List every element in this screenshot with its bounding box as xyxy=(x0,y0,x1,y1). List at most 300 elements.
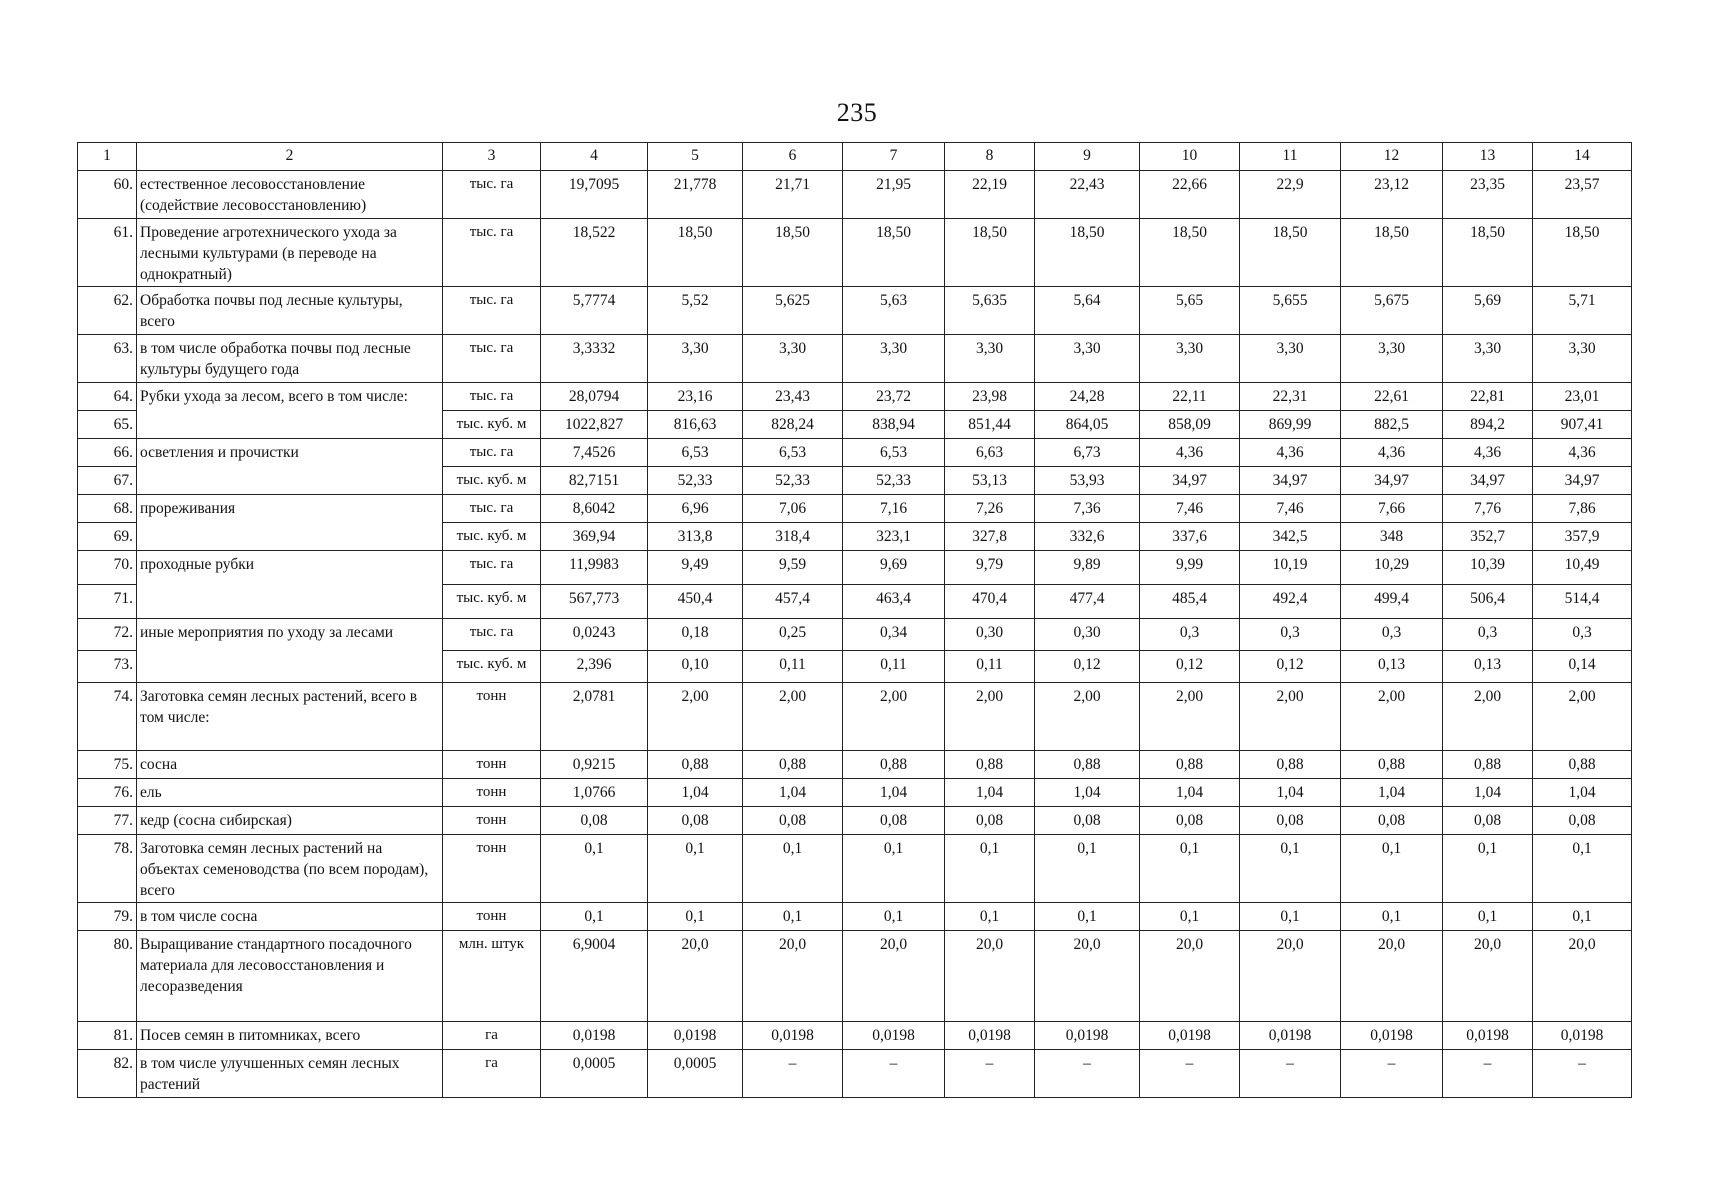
value-cell: 20,0 xyxy=(743,931,843,1022)
row-unit: тыс. куб. м xyxy=(443,523,541,551)
row-name: Заготовка семян лесных растений на объектах семеноводства (по всем породам), всего xyxy=(137,835,443,903)
row-number: 62. xyxy=(78,287,137,335)
value-cell: 0,1 xyxy=(945,903,1035,931)
column-header: 5 xyxy=(648,143,743,171)
value-cell: 20,0 xyxy=(648,931,743,1022)
row-unit: тыс. куб. м xyxy=(443,585,541,619)
row-number: 65. xyxy=(78,411,137,439)
value-cell: 5,655 xyxy=(1240,287,1341,335)
value-cell: 3,30 xyxy=(1140,335,1240,383)
table-row xyxy=(78,903,1632,931)
value-cell: 0,88 xyxy=(945,751,1035,779)
value-cell: 23,98 xyxy=(945,383,1035,411)
value-cell: 1,04 xyxy=(945,779,1035,807)
value-cell: 3,30 xyxy=(1443,335,1533,383)
value-cell: 463,4 xyxy=(843,585,945,619)
row-number: 70. xyxy=(78,551,137,585)
table-row xyxy=(78,751,1632,779)
value-cell: 21,71 xyxy=(743,171,843,219)
value-cell: 0,0198 xyxy=(843,1022,945,1050)
value-cell: 34,97 xyxy=(1443,467,1533,495)
value-cell: 0,11 xyxy=(945,651,1035,683)
value-cell: 882,5 xyxy=(1341,411,1443,439)
value-cell: 18,50 xyxy=(743,219,843,287)
value-cell: 52,33 xyxy=(843,467,945,495)
value-cell: 18,50 xyxy=(1240,219,1341,287)
value-cell: 0,1 xyxy=(1533,903,1632,931)
value-cell: 0,1 xyxy=(1035,903,1140,931)
value-cell: 34,97 xyxy=(1240,467,1341,495)
value-cell: 7,86 xyxy=(1533,495,1632,523)
value-cell: 313,8 xyxy=(648,523,743,551)
value-cell: 8,6042 xyxy=(541,495,648,523)
value-cell: 18,522 xyxy=(541,219,648,287)
value-cell: 0,0243 xyxy=(541,619,648,651)
value-cell: 7,76 xyxy=(1443,495,1533,523)
value-cell: 7,46 xyxy=(1240,495,1341,523)
value-cell: 0,08 xyxy=(843,807,945,835)
value-cell: 514,4 xyxy=(1533,585,1632,619)
value-cell: 858,09 xyxy=(1140,411,1240,439)
row-name: иные мероприятия по уходу за лесами xyxy=(137,619,443,683)
value-cell: 20,0 xyxy=(1443,931,1533,1022)
row-unit: тыс. га xyxy=(443,383,541,411)
value-cell: 34,97 xyxy=(1341,467,1443,495)
value-cell: 23,01 xyxy=(1533,383,1632,411)
value-cell: 477,4 xyxy=(1035,585,1140,619)
value-cell: 7,4526 xyxy=(541,439,648,467)
value-cell: 5,71 xyxy=(1533,287,1632,335)
value-cell: 22,66 xyxy=(1140,171,1240,219)
row-number: 82. xyxy=(78,1050,137,1098)
value-cell: 0,0198 xyxy=(648,1022,743,1050)
value-cell: 9,99 xyxy=(1140,551,1240,585)
value-cell: 0,08 xyxy=(541,807,648,835)
row-number: 63. xyxy=(78,335,137,383)
value-cell: 22,31 xyxy=(1240,383,1341,411)
row-number: 78. xyxy=(78,835,137,903)
row-name: Обработка почвы под лесные культуры, всего xyxy=(137,287,443,335)
value-cell: 34,97 xyxy=(1533,467,1632,495)
value-cell: 0,30 xyxy=(945,619,1035,651)
row-unit: тыс. га xyxy=(443,287,541,335)
value-cell: 5,65 xyxy=(1140,287,1240,335)
value-cell: 6,96 xyxy=(648,495,743,523)
value-cell: 9,49 xyxy=(648,551,743,585)
row-name: осветления и прочистки xyxy=(137,439,443,495)
value-cell: 10,49 xyxy=(1533,551,1632,585)
page-number: 235 xyxy=(836,98,878,127)
value-cell: 0,88 xyxy=(1035,751,1140,779)
row-unit: тонн xyxy=(443,683,541,751)
value-cell: 23,16 xyxy=(648,383,743,411)
value-cell: 18,50 xyxy=(1341,219,1443,287)
value-cell: 0,1 xyxy=(1443,835,1533,903)
value-cell: – xyxy=(743,1050,843,1098)
row-number: 76. xyxy=(78,779,137,807)
value-cell: 0,1 xyxy=(843,903,945,931)
value-cell: 20,0 xyxy=(1533,931,1632,1022)
value-cell: 1,04 xyxy=(648,779,743,807)
value-cell: 907,41 xyxy=(1533,411,1632,439)
row-unit: га xyxy=(443,1050,541,1098)
table-row xyxy=(78,619,1632,651)
value-cell: 1,04 xyxy=(1533,779,1632,807)
value-cell: 1,04 xyxy=(1140,779,1240,807)
value-cell: 34,97 xyxy=(1140,467,1240,495)
value-cell: 348 xyxy=(1341,523,1443,551)
row-unit: тонн xyxy=(443,835,541,903)
value-cell: 7,36 xyxy=(1035,495,1140,523)
value-cell: 23,72 xyxy=(843,383,945,411)
value-cell: 1,04 xyxy=(1341,779,1443,807)
value-cell: 0,88 xyxy=(648,751,743,779)
row-name: Заготовка семян лесных растений, всего в том числе: xyxy=(137,683,443,751)
value-cell: 4,36 xyxy=(1443,439,1533,467)
row-number: 67. xyxy=(78,467,137,495)
value-cell: 0,08 xyxy=(648,807,743,835)
value-cell: 3,30 xyxy=(648,335,743,383)
value-cell: 357,9 xyxy=(1533,523,1632,551)
value-cell: 851,44 xyxy=(945,411,1035,439)
value-cell: 0,18 xyxy=(648,619,743,651)
value-cell: 0,08 xyxy=(1341,807,1443,835)
value-cell: 506,4 xyxy=(1443,585,1533,619)
value-cell: 0,3 xyxy=(1443,619,1533,651)
row-number: 73. xyxy=(78,651,137,683)
value-cell: 499,4 xyxy=(1341,585,1443,619)
value-cell: 4,36 xyxy=(1533,439,1632,467)
row-number: 61. xyxy=(78,219,137,287)
value-cell: 0,3 xyxy=(1341,619,1443,651)
table-row xyxy=(78,835,1632,903)
value-cell: 0,88 xyxy=(1341,751,1443,779)
value-cell: 3,30 xyxy=(843,335,945,383)
value-cell: 22,19 xyxy=(945,171,1035,219)
value-cell: 6,73 xyxy=(1035,439,1140,467)
value-cell: 828,24 xyxy=(743,411,843,439)
value-cell: 838,94 xyxy=(843,411,945,439)
column-header: 2 xyxy=(137,143,443,171)
value-cell: 337,6 xyxy=(1140,523,1240,551)
value-cell: 0,08 xyxy=(1533,807,1632,835)
value-cell: – xyxy=(1035,1050,1140,1098)
value-cell: 342,5 xyxy=(1240,523,1341,551)
row-name: в том числе сосна xyxy=(137,903,443,931)
value-cell: 0,1 xyxy=(843,835,945,903)
value-cell: 0,08 xyxy=(743,807,843,835)
value-cell: 53,13 xyxy=(945,467,1035,495)
value-cell: 0,1 xyxy=(1240,835,1341,903)
value-cell: 816,63 xyxy=(648,411,743,439)
row-name: Рубки ухода за лесом, всего в том числе: xyxy=(137,383,443,439)
value-cell: 0,11 xyxy=(843,651,945,683)
value-cell: – xyxy=(1140,1050,1240,1098)
value-cell: 0,0005 xyxy=(648,1050,743,1098)
value-cell: 1,04 xyxy=(1240,779,1341,807)
value-cell: 0,08 xyxy=(1035,807,1140,835)
value-cell: 352,7 xyxy=(1443,523,1533,551)
value-cell: 5,69 xyxy=(1443,287,1533,335)
value-cell: 18,50 xyxy=(1533,219,1632,287)
value-cell: 0,14 xyxy=(1533,651,1632,683)
value-cell: 52,33 xyxy=(648,467,743,495)
value-cell: 0,9215 xyxy=(541,751,648,779)
value-cell: 18,50 xyxy=(648,219,743,287)
value-cell: 0,1 xyxy=(1140,835,1240,903)
value-cell: 2,00 xyxy=(1443,683,1533,751)
value-cell: 470,4 xyxy=(945,585,1035,619)
value-cell: 3,30 xyxy=(945,335,1035,383)
row-unit: тонн xyxy=(443,903,541,931)
value-cell: 0,0198 xyxy=(945,1022,1035,1050)
value-cell: 2,0781 xyxy=(541,683,648,751)
value-cell: 894,2 xyxy=(1443,411,1533,439)
value-cell: 2,00 xyxy=(1140,683,1240,751)
value-cell: 0,1 xyxy=(1140,903,1240,931)
value-cell: 318,4 xyxy=(743,523,843,551)
value-cell: 0,1 xyxy=(945,835,1035,903)
value-cell: 0,34 xyxy=(843,619,945,651)
row-unit: тыс. га xyxy=(443,439,541,467)
value-cell: 5,675 xyxy=(1341,287,1443,335)
value-cell: 52,33 xyxy=(743,467,843,495)
value-cell: 0,1 xyxy=(1341,903,1443,931)
value-cell: 10,19 xyxy=(1240,551,1341,585)
value-cell: 20,0 xyxy=(843,931,945,1022)
table-row xyxy=(78,807,1632,835)
value-cell: 7,26 xyxy=(945,495,1035,523)
value-cell: 0,0198 xyxy=(1140,1022,1240,1050)
row-number: 79. xyxy=(78,903,137,931)
table-row xyxy=(78,779,1632,807)
value-cell: 3,30 xyxy=(1533,335,1632,383)
value-cell: 6,53 xyxy=(648,439,743,467)
row-number: 64. xyxy=(78,383,137,411)
value-cell: 0,1 xyxy=(648,903,743,931)
value-cell: 20,0 xyxy=(1140,931,1240,1022)
value-cell: 869,99 xyxy=(1240,411,1341,439)
value-cell: – xyxy=(1341,1050,1443,1098)
value-cell: 7,46 xyxy=(1140,495,1240,523)
value-cell: 0,30 xyxy=(1035,619,1140,651)
row-unit: тонн xyxy=(443,779,541,807)
value-cell: 327,8 xyxy=(945,523,1035,551)
value-cell: 369,94 xyxy=(541,523,648,551)
value-cell: 567,773 xyxy=(541,585,648,619)
column-header: 4 xyxy=(541,143,648,171)
row-name: проходные рубки xyxy=(137,551,443,619)
value-cell: 0,1 xyxy=(743,903,843,931)
row-name: в том числе обработка почвы под лесные культуры будущего года xyxy=(137,335,443,383)
column-header: 1 xyxy=(78,143,137,171)
table-row xyxy=(78,219,1632,287)
table-row xyxy=(78,335,1632,383)
value-cell: 0,12 xyxy=(1240,651,1341,683)
value-cell: 0,1 xyxy=(1035,835,1140,903)
value-cell: 2,396 xyxy=(541,651,648,683)
value-cell: 21,95 xyxy=(843,171,945,219)
value-cell: 2,00 xyxy=(1240,683,1341,751)
value-cell: 3,30 xyxy=(1240,335,1341,383)
row-unit: тыс. га xyxy=(443,495,541,523)
value-cell: 9,69 xyxy=(843,551,945,585)
value-cell: 20,0 xyxy=(1240,931,1341,1022)
value-cell: 0,1 xyxy=(743,835,843,903)
value-cell: 0,08 xyxy=(1140,807,1240,835)
value-cell: 332,6 xyxy=(1035,523,1140,551)
row-unit: млн. штук xyxy=(443,931,541,1022)
value-cell: 0,88 xyxy=(1240,751,1341,779)
value-cell: 2,00 xyxy=(1533,683,1632,751)
value-cell: 2,00 xyxy=(843,683,945,751)
value-cell: 4,36 xyxy=(1240,439,1341,467)
value-cell: 0,1 xyxy=(541,903,648,931)
column-header: 9 xyxy=(1035,143,1140,171)
value-cell: 0,1 xyxy=(648,835,743,903)
row-number: 71. xyxy=(78,585,137,619)
value-cell: 0,08 xyxy=(1443,807,1533,835)
value-cell: 0,88 xyxy=(1443,751,1533,779)
value-cell: 9,59 xyxy=(743,551,843,585)
table-row xyxy=(78,1050,1632,1098)
value-cell: 1,04 xyxy=(843,779,945,807)
column-header: 13 xyxy=(1443,143,1533,171)
row-unit: тыс. га xyxy=(443,171,541,219)
value-cell: 28,0794 xyxy=(541,383,648,411)
value-cell: 23,12 xyxy=(1341,171,1443,219)
value-cell: 2,00 xyxy=(1035,683,1140,751)
value-cell: 22,81 xyxy=(1443,383,1533,411)
value-cell: 0,88 xyxy=(843,751,945,779)
row-number: 69. xyxy=(78,523,137,551)
value-cell: – xyxy=(1240,1050,1341,1098)
value-cell: 23,43 xyxy=(743,383,843,411)
value-cell: 0,1 xyxy=(1341,835,1443,903)
value-cell: 0,0198 xyxy=(1443,1022,1533,1050)
value-cell: 18,50 xyxy=(945,219,1035,287)
column-header: 8 xyxy=(945,143,1035,171)
row-number: 75. xyxy=(78,751,137,779)
value-cell: 9,79 xyxy=(945,551,1035,585)
value-cell: 0,12 xyxy=(1035,651,1140,683)
column-header: 14 xyxy=(1533,143,1632,171)
row-unit: тыс. куб. м xyxy=(443,467,541,495)
value-cell: 53,93 xyxy=(1035,467,1140,495)
row-unit: тыс. га xyxy=(443,219,541,287)
row-name: прореживания xyxy=(137,495,443,551)
value-cell: 4,36 xyxy=(1140,439,1240,467)
value-cell: 23,35 xyxy=(1443,171,1533,219)
value-cell: 22,61 xyxy=(1341,383,1443,411)
row-number: 81. xyxy=(78,1022,137,1050)
value-cell: 7,66 xyxy=(1341,495,1443,523)
row-name: Проведение агротехнического ухода за лесными культурами (в переводе на однократный) xyxy=(137,219,443,287)
value-cell: 7,06 xyxy=(743,495,843,523)
value-cell: 0,0198 xyxy=(1341,1022,1443,1050)
value-cell: 5,635 xyxy=(945,287,1035,335)
value-cell: 2,00 xyxy=(1341,683,1443,751)
value-cell: 0,0198 xyxy=(1240,1022,1341,1050)
value-cell: 5,64 xyxy=(1035,287,1140,335)
value-cell: 0,88 xyxy=(1533,751,1632,779)
value-cell: 18,50 xyxy=(1035,219,1140,287)
value-cell: 457,4 xyxy=(743,585,843,619)
row-name: кедр (сосна сибирская) xyxy=(137,807,443,835)
header-row xyxy=(78,143,1632,171)
value-cell: 450,4 xyxy=(648,585,743,619)
value-cell: 0,08 xyxy=(945,807,1035,835)
value-cell: 2,00 xyxy=(648,683,743,751)
row-unit: тонн xyxy=(443,751,541,779)
value-cell: 24,28 xyxy=(1035,383,1140,411)
value-cell: – xyxy=(843,1050,945,1098)
value-cell: 20,0 xyxy=(1341,931,1443,1022)
table-row xyxy=(78,495,1632,523)
value-cell: 22,11 xyxy=(1140,383,1240,411)
row-name: в том числе улучшенных семян лесных растений xyxy=(137,1050,443,1098)
value-cell: 0,0198 xyxy=(1533,1022,1632,1050)
value-cell: 6,63 xyxy=(945,439,1035,467)
value-cell: 0,12 xyxy=(1140,651,1240,683)
value-cell: 18,50 xyxy=(1140,219,1240,287)
value-cell: 4,36 xyxy=(1341,439,1443,467)
column-header: 10 xyxy=(1140,143,1240,171)
value-cell: 0,0005 xyxy=(541,1050,648,1098)
forestry-plan-table xyxy=(77,142,1632,1098)
value-cell: 5,52 xyxy=(648,287,743,335)
row-number: 77. xyxy=(78,807,137,835)
value-cell: 0,3 xyxy=(1533,619,1632,651)
column-header: 12 xyxy=(1341,143,1443,171)
row-unit: тыс. куб. м xyxy=(443,651,541,683)
row-unit: тонн xyxy=(443,807,541,835)
value-cell: 0,25 xyxy=(743,619,843,651)
row-number: 74. xyxy=(78,683,137,751)
row-unit: тыс. га xyxy=(443,335,541,383)
value-cell: 0,10 xyxy=(648,651,743,683)
value-cell: 2,00 xyxy=(945,683,1035,751)
value-cell: 1,04 xyxy=(1035,779,1140,807)
value-cell: 10,29 xyxy=(1341,551,1443,585)
value-cell: 0,13 xyxy=(1341,651,1443,683)
value-cell: 5,63 xyxy=(843,287,945,335)
value-cell: 23,57 xyxy=(1533,171,1632,219)
column-header: 6 xyxy=(743,143,843,171)
table-body xyxy=(78,171,1632,1098)
row-number: 60. xyxy=(78,171,137,219)
value-cell: 6,9004 xyxy=(541,931,648,1022)
value-cell: 492,4 xyxy=(1240,585,1341,619)
row-number: 80. xyxy=(78,931,137,1022)
value-cell: 3,30 xyxy=(1035,335,1140,383)
table-row xyxy=(78,1022,1632,1050)
value-cell: 6,53 xyxy=(743,439,843,467)
row-name: естественное лесовосстановление (содействие лесовосстановлению) xyxy=(137,171,443,219)
value-cell: 0,0198 xyxy=(743,1022,843,1050)
value-cell: 1,04 xyxy=(743,779,843,807)
value-cell: 323,1 xyxy=(843,523,945,551)
value-cell: – xyxy=(1533,1050,1632,1098)
value-cell: 18,50 xyxy=(1443,219,1533,287)
value-cell: – xyxy=(1443,1050,1533,1098)
value-cell: 22,43 xyxy=(1035,171,1140,219)
value-cell: 10,39 xyxy=(1443,551,1533,585)
row-name: Посев семян в питомниках, всего xyxy=(137,1022,443,1050)
value-cell: 0,13 xyxy=(1443,651,1533,683)
row-name: сосна xyxy=(137,751,443,779)
value-cell: 0,08 xyxy=(1240,807,1341,835)
